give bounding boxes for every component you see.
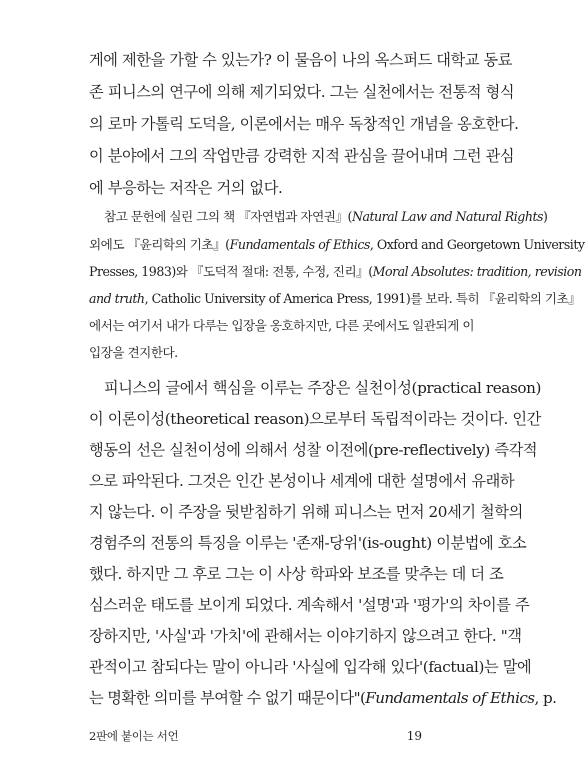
footnote-line: 에서는 여기서 내가 다루는 입장을 옹호하지만, 다른 곳에서도 일관되게 이 (89, 318, 474, 333)
page-number: 19 (406, 729, 422, 743)
text-line: 으로 파악된다. 그것은 인간 본성이나 세계에 대한 설명에서 유래하 (89, 472, 515, 490)
text-line: 지 않는다. 이 주장을 뒷받침하기 위해 피니스는 먼저 20세기 철학의 (89, 503, 523, 521)
text-line: 경험주의 전통의 특징을 이루는 '존재-당위'(is-ought) 이분법에 호소 (89, 534, 527, 552)
text-line: 이 이론이성(theoretical reason)으로부터 독립적이라는 것이다. 인간 (89, 410, 541, 428)
text-line: 이 분야에서 그의 작업만큼 강력한 지적 관심을 끌어내며 그런 관심 (89, 147, 515, 165)
text-line: 존 피니스의 연구에 의해 제기되었다. 그는 실천에서는 전통적 형식 (89, 83, 515, 101)
footnote-line: 외에도 『윤리학의 기초』(Fundamentals of Ethics, Oxford and Georgetown University (89, 237, 585, 252)
text-line: 관적이고 참되다는 말이 아니라 '사실에 입각해 있다'(factual)는 말에 (89, 658, 532, 676)
running-title: 2판에 붙이는 서언 (89, 729, 179, 743)
footnote-line: 참고 문헌에 실린 그의 책 『자연법과 자연권』(Natural Law and Natural Rights) (104, 209, 548, 224)
text-line: 는 명확한 의미를 부여할 수 없기 때문이다"(Fundamentals of Ethics, p. (89, 689, 557, 707)
footnote-line: 입장을 견지한다. (89, 345, 178, 360)
text-line: 행동의 선은 실천이성에 의해서 성찰 이전에(pre-reflectively) 즉각적 (89, 441, 538, 459)
text-line: 의 로마 가톨릭 도덕을, 이론에서는 매우 독창적인 개념을 옹호한다. (89, 115, 519, 133)
text-line: 게에 제한을 가할 수 있는가? 이 물음이 나의 옥스퍼드 대학교 동료 (89, 51, 513, 69)
text-line: 피니스의 글에서 핵심을 이루는 주장은 실천이성(practical reason) (104, 379, 541, 397)
text-line: 에 부응하는 저작은 거의 없다. (89, 179, 283, 197)
footnote-line: Presses, 1983)와 『도덕적 절대: 전통, 수정, 진리』(Moral Absolutes: tradition, revision (89, 264, 582, 279)
text-line: 장하지만, '사실'과 '가치'에 관해서는 이야기하지 않으려고 한다. "객 (89, 627, 522, 645)
text-line: 심스러운 태도를 보이게 되었다. 계속해서 '설명'과 '평가'의 차이를 주 (89, 596, 530, 614)
text-line: 했다. 하지만 그 후로 그는 이 사상 학파와 보조를 맞추는 데 더 조 (89, 565, 504, 583)
footnote-line: and truth, Catholic University of America Press, 1991)를 보라. 특히 『윤리학의 기초』 (89, 291, 581, 306)
